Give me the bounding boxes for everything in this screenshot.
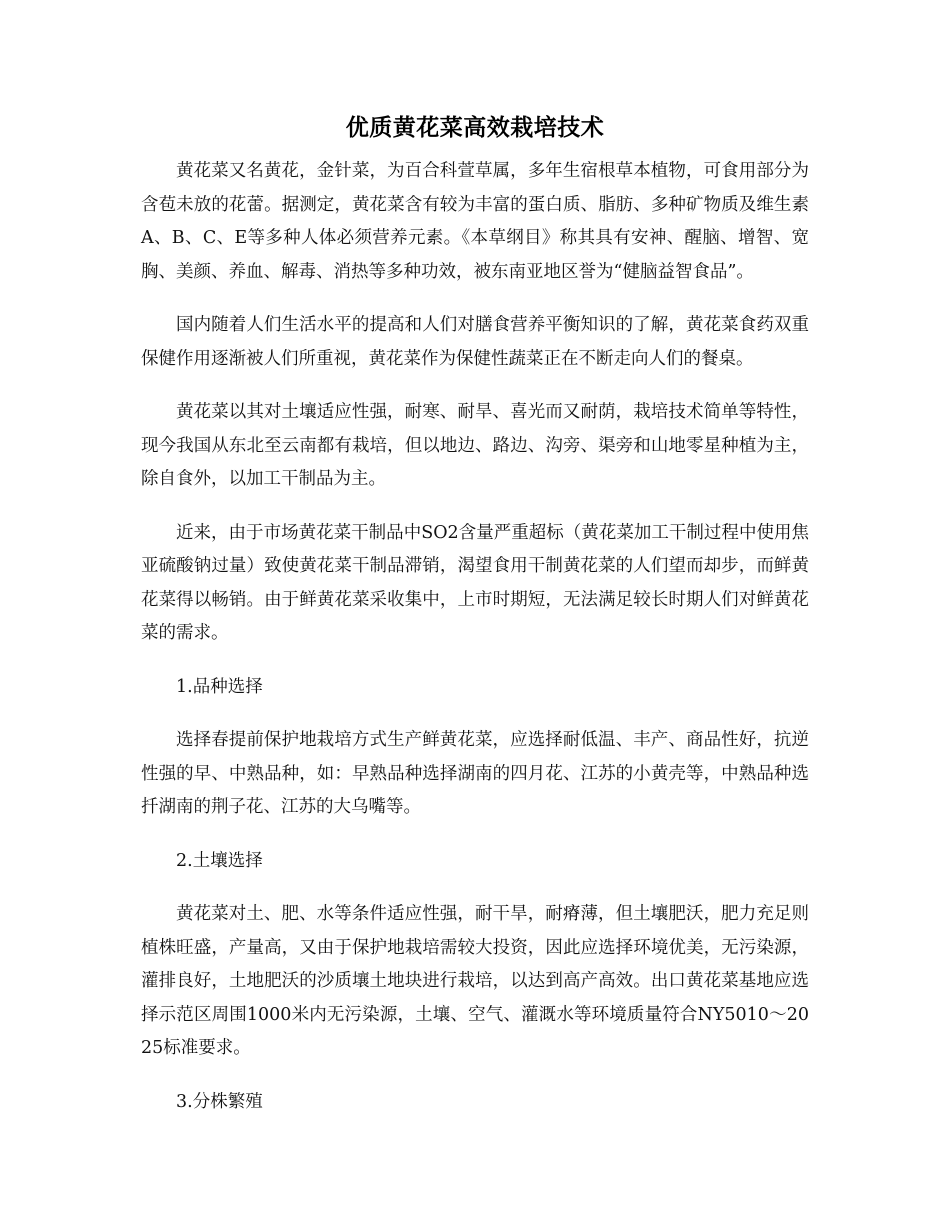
paragraph-soil: 黄花菜对土、肥、水等条件适应性强，耐干旱，耐瘠薄，但土壤肥沃，肥力充足则植株旺盛，产量高，又由于保护地栽培需较大投资，因此应选择环境优美，无污染源，灌排良好，土地肥沃的沙质壤土地块进行栽培，以达到高产高效。出口黄花菜基地应选择示范区周围1000米内无污染源，土壤、空气、灌溉水等环境质量符合NY5010～2025标准要求。 [141, 904, 809, 1058]
document-body [141, 155, 809, 1139]
paragraph-market: 近来，由于市场黄花菜干制品中SO2含量严重超标（黄花菜加工干制过程中使用焦亚硫酸钠过量）致使黄花菜干制品滞销，渴望食用干制黄花菜的人们望而却步，而鲜黄花菜得以畅销。由于鲜黄花菜采收集中，上市时期短，无法满足较长时期人们对鲜黄花菜的需求。 [141, 522, 809, 643]
paragraph-health-value: 国内随着人们生活水平的提高和人们对膳食营养平衡知识的了解，黄花菜食药双重保健作用逐渐被人们所重视，黄花菜作为保健性蔬菜正在不断走向人们的餐桌。 [141, 315, 809, 369]
document-title: 优质黄花菜高效栽培技术 [345, 114, 605, 141]
section-heading-propagation: 3.分株繁殖 [176, 1091, 263, 1112]
paragraph-intro: 黄花菜又名黄花，金针菜，为百合科萱草属，多年生宿根草本植物，可食用部分为含苞未放的花蕾。据测定，黄花菜含有较为丰富的蛋白质、脂肪、多种矿物质及维生素A、B、C、E等多种人体必须营养元素。《本草纲目》称其具有安神、醒脑、增智、宽胸、美颜、养血、解毒、消热等多种功效，被东南亚地区誉为“健脑益智食品”。 [141, 161, 809, 282]
section-heading-soil: 2.土壤选择 [176, 850, 263, 871]
paragraph-adaptability: 黄花菜以其对土壤适应性强，耐寒、耐旱、喜光而又耐荫，栽培技术简单等特性，现今我国从东北至云南都有栽培，但以地边、路边、沟旁、渠旁和山地零星种植为主，除自食外，以加工干制品为主。 [141, 402, 809, 489]
section-heading-variety: 1.品种选择 [176, 676, 263, 697]
paragraph-variety: 选择春提前保护地栽培方式生产鲜黄花菜，应选择耐低温、丰产、商品性好，抗逆性强的早、中熟品种，如：早熟品种选择湖南的四月花、江苏的小黄壳等，中熟品种选扦湖南的荆子花、江苏的大乌嘴等。 [141, 730, 809, 817]
